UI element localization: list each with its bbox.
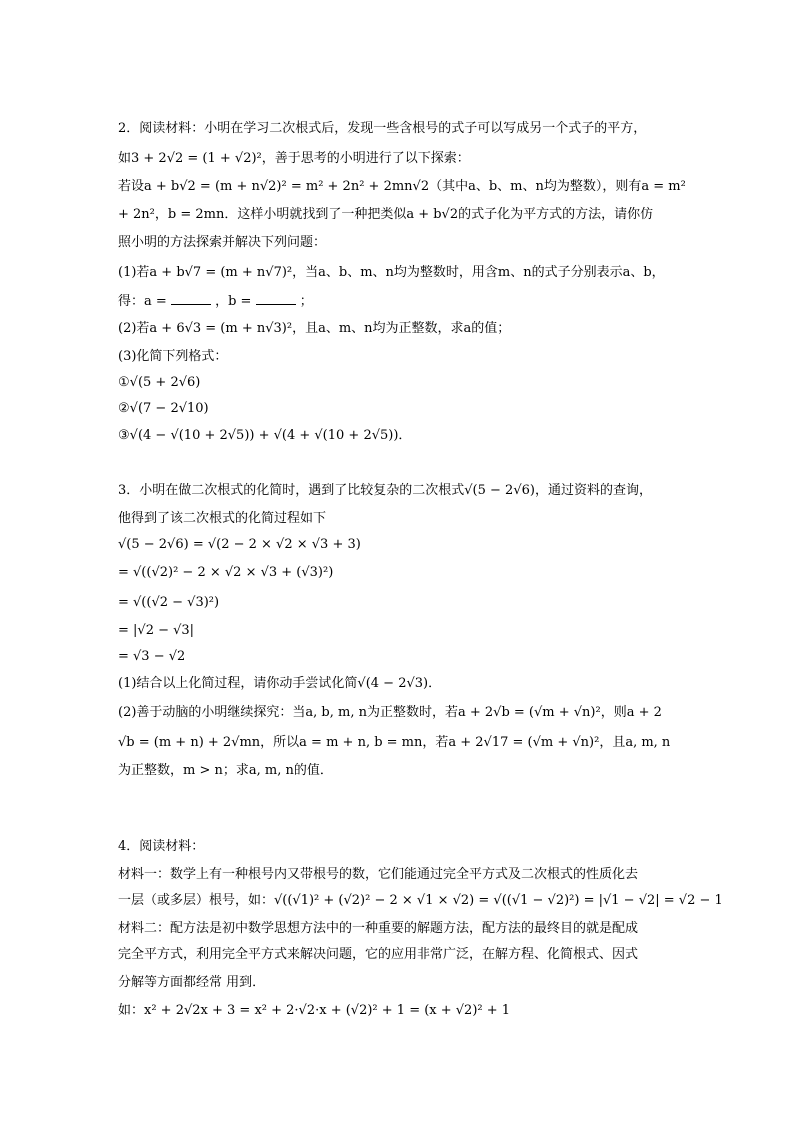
p4-line-2: 材料一：数学上有一种根号内又带根号的数，它们能通过完全平方式及二次根式的性质化去 xyxy=(118,867,639,882)
p2-line-3: 若设a + b√2 = (m + n√2)² = m² + 2n² + 2mn√2（其中a、b、m、n均为整数），则有a = m² xyxy=(118,179,686,194)
p3-line-5: = √((√2 − √3)²) xyxy=(118,595,220,610)
fill-end: ； xyxy=(299,294,313,309)
p3-line-3: √(5 − 2√6) = √(2 − 2 × √2 × √3 + 3) xyxy=(118,537,361,552)
p2-line-1: 2．阅读材料：小明在学习二次根式后，发现一些含根号的式子可以写成另一个式子的平方， xyxy=(118,121,647,136)
p3-line-4: = √((√2)² − 2 × √2 × √3 + (√3)²) xyxy=(118,565,334,580)
p4-line-5: 完全平方式，利用完全平方式来解决问题，它的应用非常广泛，在解方程、化简根式、因式 xyxy=(118,947,639,962)
p3-line-6: = |√2 − √3| xyxy=(118,623,195,638)
answer-blank-a[interactable] xyxy=(171,292,211,305)
p2-line-8: (2)若a + 6√3 = (m + n√3)²，且a、m、n均为正整数，求a的值； xyxy=(118,321,511,336)
p3-line-10: √b = (m + n) + 2√mn，所以a = m + n, b = mn，若a + 2√17 = (√m + √n)²，且a, m, n xyxy=(118,735,671,750)
p4-line-1: 4．阅读材料： xyxy=(118,839,205,854)
p2-line-11: ②√(7 − 2√10) xyxy=(118,401,209,416)
p3-line-2: 他得到了该二次根式的化简过程如下 xyxy=(118,511,327,526)
answer-blank-b[interactable] xyxy=(256,292,296,305)
fill-mid: ，b = xyxy=(215,294,252,309)
p4-line-7: 如：x² + 2√2x + 3 = x² + 2·√2·x + (√2)² + 1 = (x + √2)² + 1 xyxy=(118,1003,511,1018)
p3-line-11: 为正整数，m > n；求a, m, n的值． xyxy=(118,763,333,778)
p2-line-9: (3)化简下列格式： xyxy=(118,349,228,364)
p2-line-4: + 2n²，b = 2mn．这样小明就找到了一种把类似a + b√2的式子化为平方式的方法，请你仿 xyxy=(118,207,654,222)
p2-line-5: 照小明的方法探索并解决下列问题： xyxy=(118,235,327,250)
p2-line-10: ①√(5 + 2√6) xyxy=(118,375,201,390)
p4-line-4: 材料二：配方法是初中数学思想方法中的一种重要的解题方法，配方法的最终目的就是配成 xyxy=(118,921,639,936)
fill-prefix: 得：a = xyxy=(118,294,167,309)
p3-line-7: = √3 − √2 xyxy=(118,649,186,664)
p2-line-2: 如3 + 2√2 = (1 + √2)²，善于思考的小明进行了以下探索： xyxy=(118,151,470,166)
p2-line-12: ③√(4 − √(10 + 2√5)) + √(4 + √(10 + 2√5))． xyxy=(118,428,412,443)
p3-line-8: (1)结合以上化简过程，请你动手尝试化简√(4 − 2√3)． xyxy=(118,676,442,691)
p4-line-3: 一层（或多层）根号，如：√((√1)² + (√2)² − 2 × √1 × √2) = √((√1 − √2)²) = |√1 − √2| = √2 − 1 xyxy=(118,893,723,908)
p3-line-1: 3．小明在做二次根式的化简时，遇到了比较复杂的二次根式√(5 − 2√6)，通过资料的查询， xyxy=(118,483,652,498)
p2-line-6: (1)若a + b√7 = (m + n√7)²，当a、b、m、n均为整数时，用含m、n的式子分别表示a、b， xyxy=(118,265,665,280)
p3-line-9: (2)善于动脑的小明继续探究：当a, b, m, n为正整数时，若a + 2√b = (√m + √n)²，则a + 2 xyxy=(118,705,662,720)
p4-line-6: 分解等方面都经常 用到． xyxy=(118,975,266,990)
p2-fill-line xyxy=(118,292,313,311)
